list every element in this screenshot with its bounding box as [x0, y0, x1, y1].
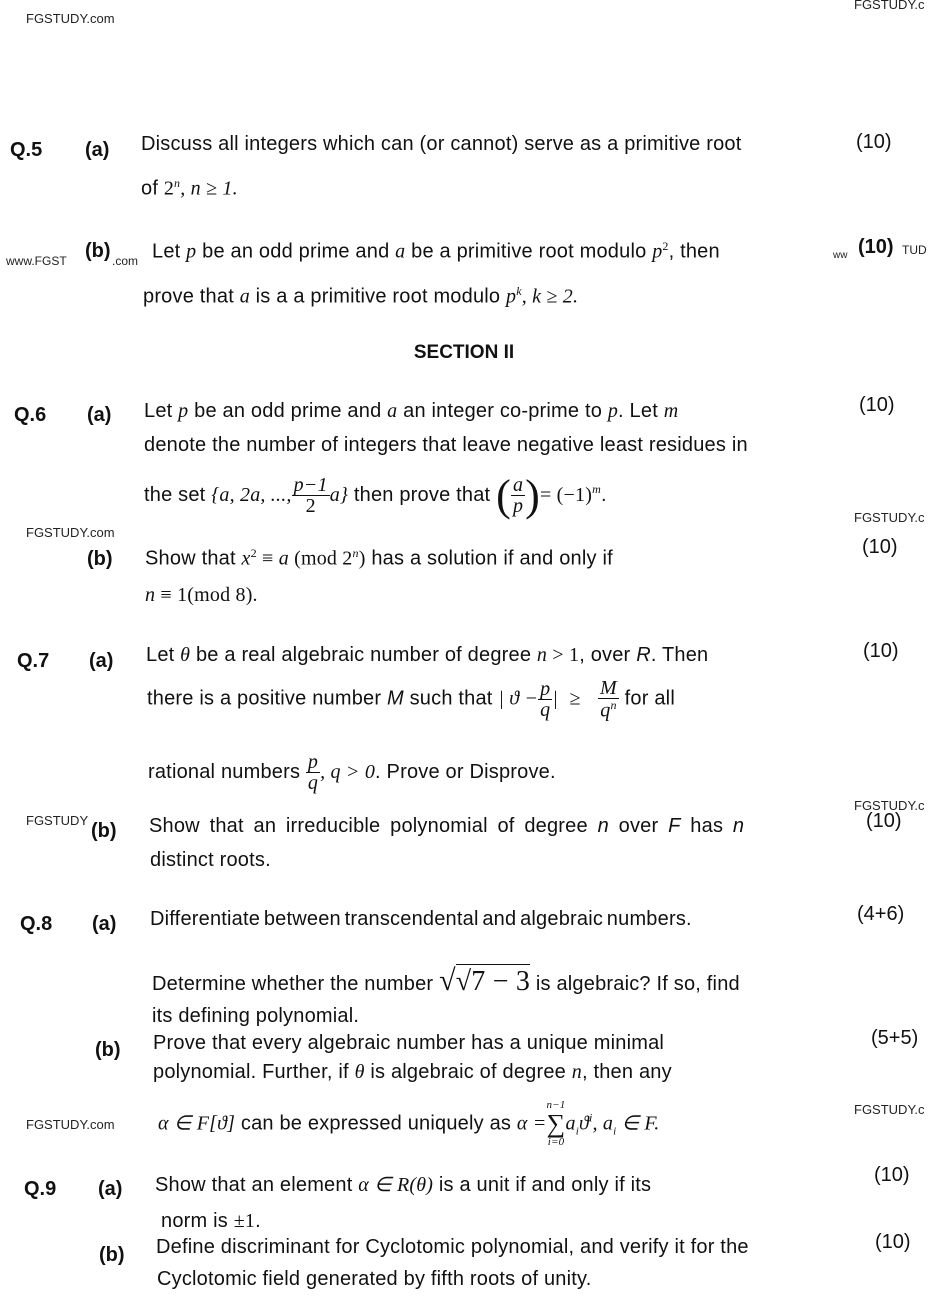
text: can be expressed uniquely as [235, 1112, 517, 1135]
math-x: x [241, 547, 251, 570]
math-n: n [536, 644, 548, 666]
math-expr: ±1 [233, 1210, 256, 1232]
text: an integer co-prime to [397, 400, 608, 422]
legendre-symbol [511, 475, 525, 516]
text: rational numbers [148, 760, 306, 783]
fraction [292, 475, 330, 516]
math-n: n [597, 815, 609, 837]
watermark-q5b-right: TUD [902, 243, 927, 257]
q8b-line2 [153, 1061, 672, 1084]
math-p: p [652, 240, 663, 263]
math-p: p [186, 240, 197, 263]
text: over [608, 815, 669, 837]
math-m: m [663, 400, 679, 422]
math-q: , q > 0 [320, 760, 376, 783]
question-number-q7: Q.7 [17, 650, 50, 672]
section-title: SECTION II [413, 342, 515, 363]
part-label-q5a: (a) [85, 139, 110, 161]
q6b-line2 [145, 584, 258, 607]
marks-q6b: (10) [862, 536, 898, 558]
watermark-q7b-right: FGSTUDY.c [854, 798, 925, 813]
math-alpha: α ∈ F[ϑ] [158, 1112, 236, 1135]
math-a: a [278, 547, 289, 570]
sum-upper: n−1 [546, 1099, 566, 1111]
text: Let [146, 644, 181, 666]
marks-q9a: (10) [874, 1164, 910, 1186]
watermark-q6-right: FGSTUDY.c [854, 510, 925, 525]
frac-num: p−1 [293, 474, 328, 496]
sum-lower: i=0 [547, 1136, 565, 1148]
summation [546, 1100, 565, 1148]
marks-q5a: (10) [856, 131, 892, 153]
question-number-q8: Q.8 [20, 913, 53, 935]
marks-q8a: (4+6) [857, 903, 905, 925]
q7b-line2: distinct roots. [150, 849, 271, 871]
math-sup: n [610, 698, 617, 712]
question-number-q6: Q.6 [14, 404, 47, 426]
text: is algebraic of degree [364, 1061, 572, 1083]
q9b-line1: Define discriminant for Cyclotomic polynomial, and verify it for the [156, 1236, 749, 1258]
math-theta: θ [354, 1061, 365, 1083]
frac-num: p [307, 751, 319, 773]
text: . [600, 483, 607, 506]
math-F: F [668, 815, 681, 837]
math-a: a [387, 400, 398, 422]
math-rhs: = (−1) [540, 483, 593, 506]
question-number-q5: Q.5 [10, 139, 43, 161]
math-sup: m [592, 482, 601, 497]
text: be a primitive root modulo [405, 240, 653, 263]
text: Determine whether the number [152, 973, 440, 995]
math-sup: k [516, 284, 522, 298]
q8b-line3 [158, 1100, 659, 1148]
marks-q7b: (10) [866, 810, 902, 832]
frac-den: q [600, 699, 611, 722]
q6a-line1 [144, 400, 678, 423]
text: be a real algebraic number of degree [190, 644, 537, 666]
text: polynomial. Further, if [153, 1061, 355, 1083]
text: prove that [143, 285, 240, 308]
q8a-line1: Differentiate between transcendental and algebraic numbers. [150, 908, 692, 930]
text: Show that an irreducible polynomial of degree [149, 815, 598, 837]
math-gt: > 1 [547, 644, 580, 666]
q6a-line2: denote the number of integers that leave negative least residues in [144, 434, 748, 456]
q7a-line2 [147, 678, 675, 721]
math-abs: | [552, 687, 559, 710]
text: Let [144, 400, 179, 422]
marks-q6a: (10) [859, 394, 895, 416]
text: is algebraic? If so, find [530, 973, 740, 995]
frac-num: a [512, 474, 524, 496]
watermark-q5b-left: www.FGST [6, 254, 67, 268]
math-p: p [607, 400, 619, 422]
text: , over [579, 644, 637, 666]
math-alpha: α = [516, 1112, 547, 1135]
math-set: {a, 2a, ..., [211, 483, 292, 506]
part-label-q6a: (a) [87, 404, 112, 426]
sqrt-symbol: √ [439, 964, 456, 997]
q6b-line1 [145, 546, 613, 571]
q9b-line2: Cyclotomic field generated by fifth roots of unity. [157, 1268, 592, 1290]
paren-open: ( [496, 471, 511, 520]
math-expr: α ∈ R(θ) [358, 1174, 434, 1196]
q6a-line3 [144, 470, 607, 521]
q9a-line1 [155, 1172, 651, 1197]
q5b-line1 [152, 239, 720, 264]
part-label-q8b: (b) [95, 1039, 121, 1061]
watermark-top-left: FGSTUDY.com [26, 11, 115, 26]
part-label-q9a: (a) [98, 1178, 123, 1200]
frac-num: p [540, 677, 551, 700]
math-abs: | ϑ − [498, 687, 539, 710]
frac-den: p [512, 495, 524, 517]
part-label-q7b: (b) [91, 820, 117, 842]
text: Show that an element [155, 1174, 359, 1196]
watermark-q5b-mid: ww [833, 250, 848, 261]
text: be an odd prime and [196, 240, 396, 263]
watermark-q8b-left: FGSTUDY.com [26, 1117, 115, 1132]
q7a-line1 [146, 644, 708, 667]
text: , then any [581, 1061, 672, 1083]
text: Let [152, 240, 187, 263]
marks-q5b: (10) [858, 236, 894, 258]
math-p: p [506, 285, 517, 308]
marks-q8b: (5+5) [871, 1027, 919, 1049]
math-sup: 2 [662, 239, 669, 253]
text: is a a primitive root modulo [249, 285, 507, 308]
q7b-line1 [149, 815, 744, 838]
math-n: n [732, 815, 745, 837]
text: norm is [161, 1210, 234, 1232]
math-M: M [386, 687, 404, 710]
paren-close: ) [525, 471, 540, 520]
watermark-top-right: FGSTUDY.c [854, 0, 925, 12]
part-label-q7a: (a) [89, 650, 114, 672]
math-a: a [239, 285, 250, 308]
part-label-q6b: (b) [87, 548, 113, 570]
q5a-math-sup: n [174, 176, 181, 190]
math-p: p [178, 400, 189, 422]
math-rest: ≡ 1(mod 8). [155, 584, 258, 606]
math-radicand: √7 − 3 [455, 966, 531, 997]
math-mod: ) [358, 547, 366, 570]
part-label-q5b: (b) [85, 240, 111, 262]
q5a-math-rest: , n ≥ 1. [180, 177, 238, 200]
frac-den: 2 [305, 495, 316, 517]
math-mod: (mod 2 [288, 547, 353, 570]
math-set: a} [329, 483, 349, 506]
watermark-q8b-right: FGSTUDY.c [854, 1102, 925, 1117]
math-in: ∈ F. [616, 1112, 660, 1135]
sigma-icon: ∑ [546, 1109, 566, 1138]
text: the set [144, 483, 212, 506]
frac-den: q [540, 698, 551, 721]
text: there is a positive number [147, 687, 387, 710]
q8b-line1: Prove that every algebraic number has a unique minimal [153, 1032, 665, 1054]
math-text: , k ≥ 2. [521, 285, 579, 308]
text: . Then [650, 644, 709, 666]
math-a: a [395, 240, 406, 263]
math-cong: ≡ [256, 547, 279, 570]
fraction [306, 752, 320, 793]
marks-q9b: (10) [875, 1231, 911, 1253]
math-sub: i [575, 1125, 579, 1138]
text: be an odd prime and [188, 400, 388, 422]
q9a-line2 [161, 1210, 261, 1233]
text: . Prove or Disprove. [375, 760, 556, 783]
fraction [598, 678, 619, 721]
text: such that [403, 687, 499, 710]
question-number-q9: Q.9 [24, 1178, 57, 1200]
math-a: a [565, 1112, 576, 1135]
watermark-q5b-suffix: .com [112, 254, 139, 268]
part-label-q8a: (a) [92, 913, 117, 935]
q5a-math-base: 2 [163, 177, 175, 200]
frac-den: q [307, 772, 319, 794]
text: is a unit if and only if its [433, 1174, 652, 1196]
q8a-line2 [152, 964, 740, 998]
math-theta: ϑ [578, 1112, 589, 1135]
math-sup: i [588, 1110, 593, 1125]
marks-q7a: (10) [863, 640, 899, 662]
fraction [538, 679, 552, 720]
q5b-line2 [143, 284, 578, 309]
watermark-q6-left: FGSTUDY.com [26, 525, 115, 540]
text: has a solution if and only if [365, 547, 613, 570]
math-n: n [145, 584, 156, 606]
math-sup: n [352, 546, 359, 560]
text: , then [668, 240, 720, 263]
watermark-q7b-left: FGSTUDY [26, 813, 89, 828]
text: . Let [618, 400, 664, 422]
q8a-line3: its defining polynomial. [152, 1005, 360, 1027]
math-geq: ≥ [569, 687, 581, 710]
text: Show that [145, 547, 242, 570]
q7a-line3 [148, 752, 556, 793]
math-R: R [636, 644, 651, 666]
math-theta: θ [180, 644, 191, 666]
math-a: , a [592, 1112, 614, 1135]
text: then prove that [348, 483, 497, 506]
q5a-line2-text: of [141, 177, 164, 200]
part-label-q9b: (b) [99, 1244, 125, 1266]
math-sup: 2 [250, 546, 257, 560]
q5a-line2 [141, 176, 238, 201]
text: for all [618, 687, 675, 710]
frac-num: M [600, 677, 617, 699]
q5a-line1: Discuss all integers which can (or cannot) serve as a primitive root [141, 133, 742, 155]
math-sub: i [613, 1125, 617, 1138]
text: has [680, 815, 733, 837]
text: . [255, 1210, 261, 1232]
math-n: n [571, 1061, 582, 1083]
